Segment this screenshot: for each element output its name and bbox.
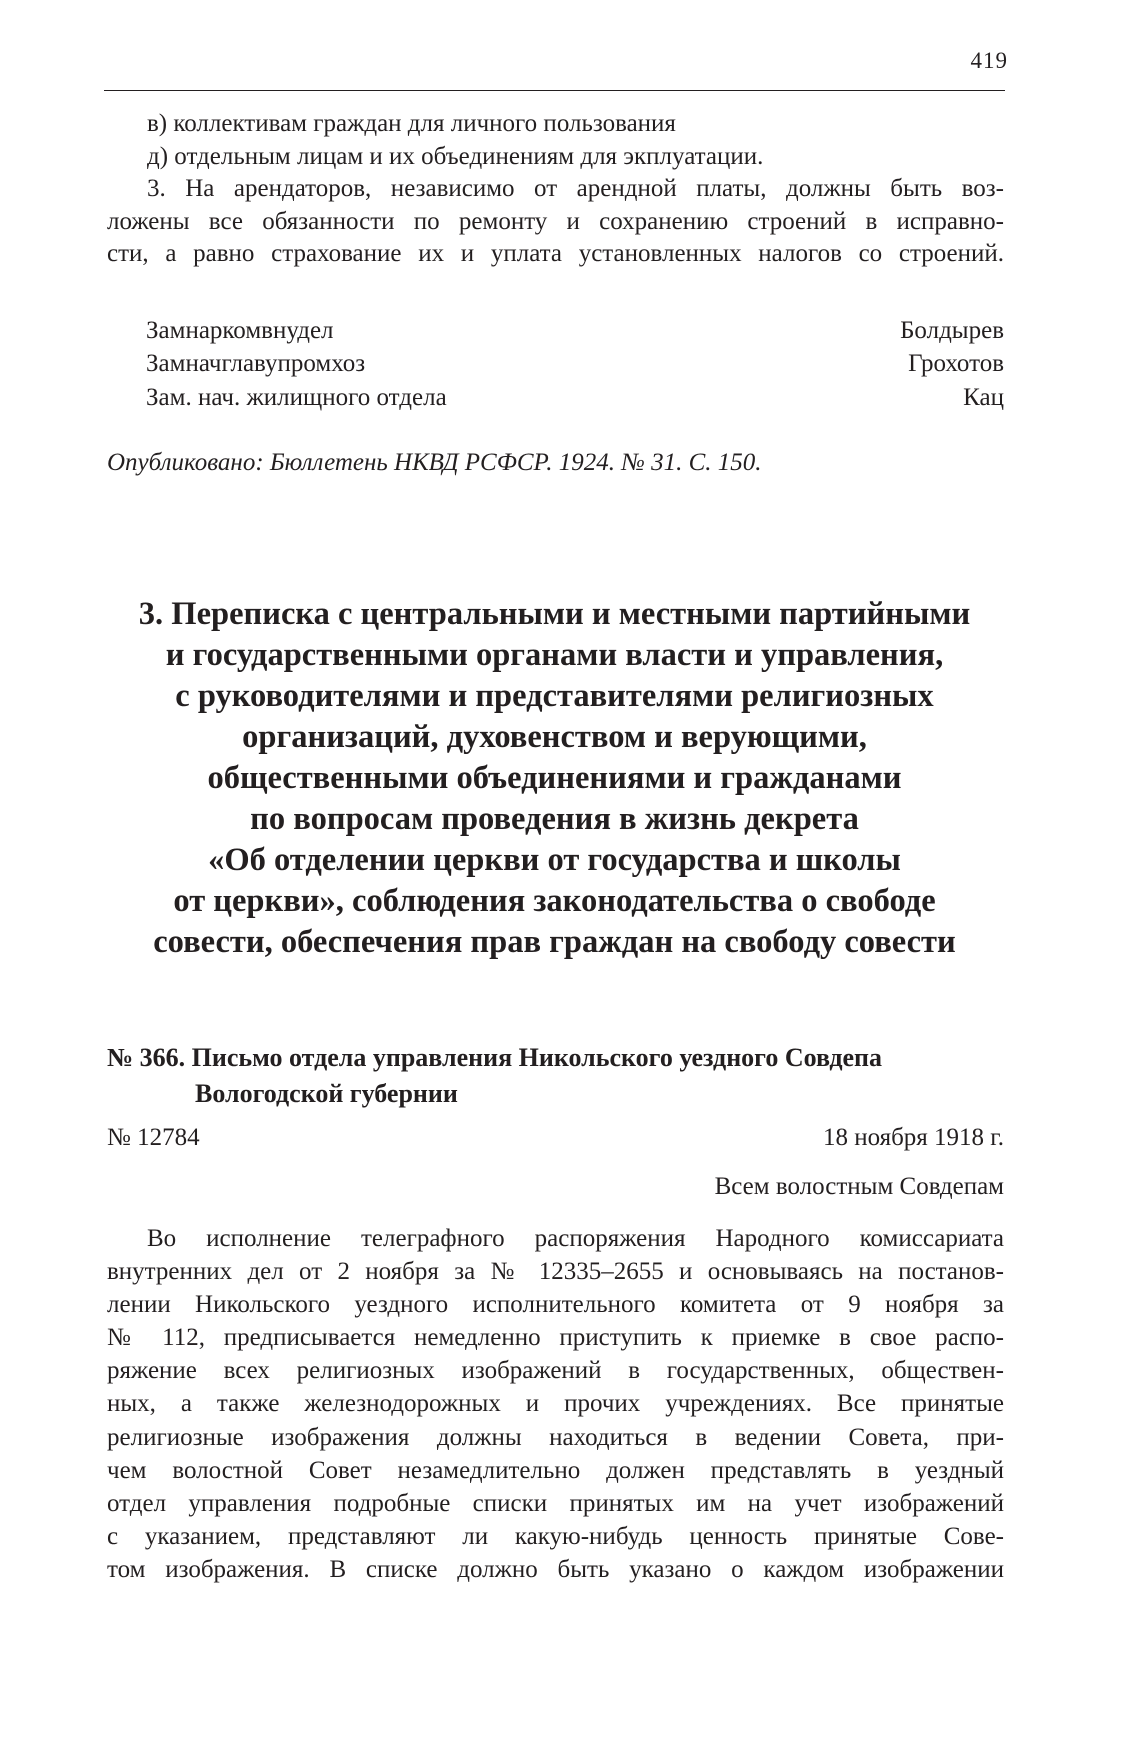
heading-line: совести, обеспечения прав граждан на свободу совести: [153, 924, 956, 960]
addressee: Всем волостным Совдепам: [714, 1173, 1004, 1200]
body-line: чем волостной Совет незамедлительно должен представлять в уездный: [107, 1456, 1004, 1484]
body-line: ных, а также железнодорожных и прочих учреждениях. Все принятые: [107, 1390, 1004, 1418]
text-line: сти, а равно страхование их и уплата установленных налогов со строений.: [107, 240, 1004, 268]
signature-name: Кац: [963, 383, 1004, 411]
body-line: лении Никольского уездного исполнительного комитета от 9 ноября за: [107, 1291, 1004, 1319]
publication-note: Опубликовано: Бюллетень НКВД РСФСР. 1924. № 31. С. 150.: [107, 449, 762, 476]
signature-row: [146, 381, 1004, 414]
signature-row: [146, 314, 1004, 347]
body-line: внутренних дел от 2 ноября за № 12335–2655 и основываясь на постанов-: [107, 1258, 1004, 1286]
text-line: 3. На арендаторов, независимо от арендной платы, должны быть воз-: [147, 175, 1004, 203]
document-date: 18 ноября 1918 г.: [822, 1124, 1004, 1151]
body-line: Во исполнение телеграфного распоряжения Народного комиссариата: [147, 1225, 1004, 1252]
body-line: религиозные изображения должны находиться в ведении Совета, при-: [107, 1423, 1004, 1451]
heading-line: от церкви», соблюдения законодательства о свободе: [173, 883, 936, 919]
document-heading: [107, 1040, 882, 1112]
document-meta: [107, 1124, 1004, 1152]
signature-block: [146, 314, 1004, 414]
top-text-block: [107, 108, 1004, 271]
heading-line: «Об отделении церкви от государства и школы: [208, 842, 901, 878]
heading-line: с руководителями и представителями религиозных: [175, 678, 934, 714]
document-body: [107, 1222, 1004, 1586]
heading-line: общественными объединениями и гражданами: [207, 760, 902, 796]
heading-line: 3. Переписка с центральными и местными партийными: [138, 596, 971, 632]
text-line: ложены все обязанности по ремонту и сохранению строений в исправно-: [107, 207, 1004, 235]
section-heading: [104, 594, 1005, 963]
page-number: 419: [970, 48, 1008, 73]
header-rule: [104, 90, 1005, 91]
signature-position: Замначглавупромхоз: [146, 350, 366, 378]
reference-number: № 12784: [107, 1124, 200, 1151]
signature-position: Зам. нач. жилищного отдела: [146, 383, 447, 411]
text-line: д) отдельным лицам и их объединениям для экплуатации.: [147, 142, 764, 170]
signature-row: [146, 347, 1004, 380]
body-line: № 112, предписывается немедленно приступить к приемке в свое распо-: [107, 1324, 1004, 1352]
body-line: отдел управления подробные списки принятых им на учет изображений: [107, 1489, 1004, 1517]
document-heading-line: № 366. Письмо отдела управления Никольского уездного Совдепа: [107, 1043, 883, 1072]
heading-line: организаций, духовенством и верующими,: [242, 719, 867, 755]
heading-line: по вопросам проведения в жизнь декрета: [250, 801, 859, 837]
body-line: том изображения. В списке должно быть указано о каждом изображении: [107, 1555, 1004, 1583]
signature-name: Болдырев: [900, 317, 1004, 344]
signature-name: Грохотов: [908, 350, 1004, 378]
body-line: с указанием, представляют ли какую-нибудь ценность принятые Сове-: [107, 1522, 1004, 1550]
document-heading-line: Вологодской губернии: [195, 1079, 458, 1108]
signature-position: Замнаркомвнудел: [146, 317, 334, 344]
text-line: в) коллективам граждан для личного пользования: [147, 110, 676, 137]
heading-line: и государственными органами власти и управления,: [165, 637, 944, 673]
body-line: ряжение всех религиозных изображений в государственных, обществен-: [107, 1357, 1004, 1385]
